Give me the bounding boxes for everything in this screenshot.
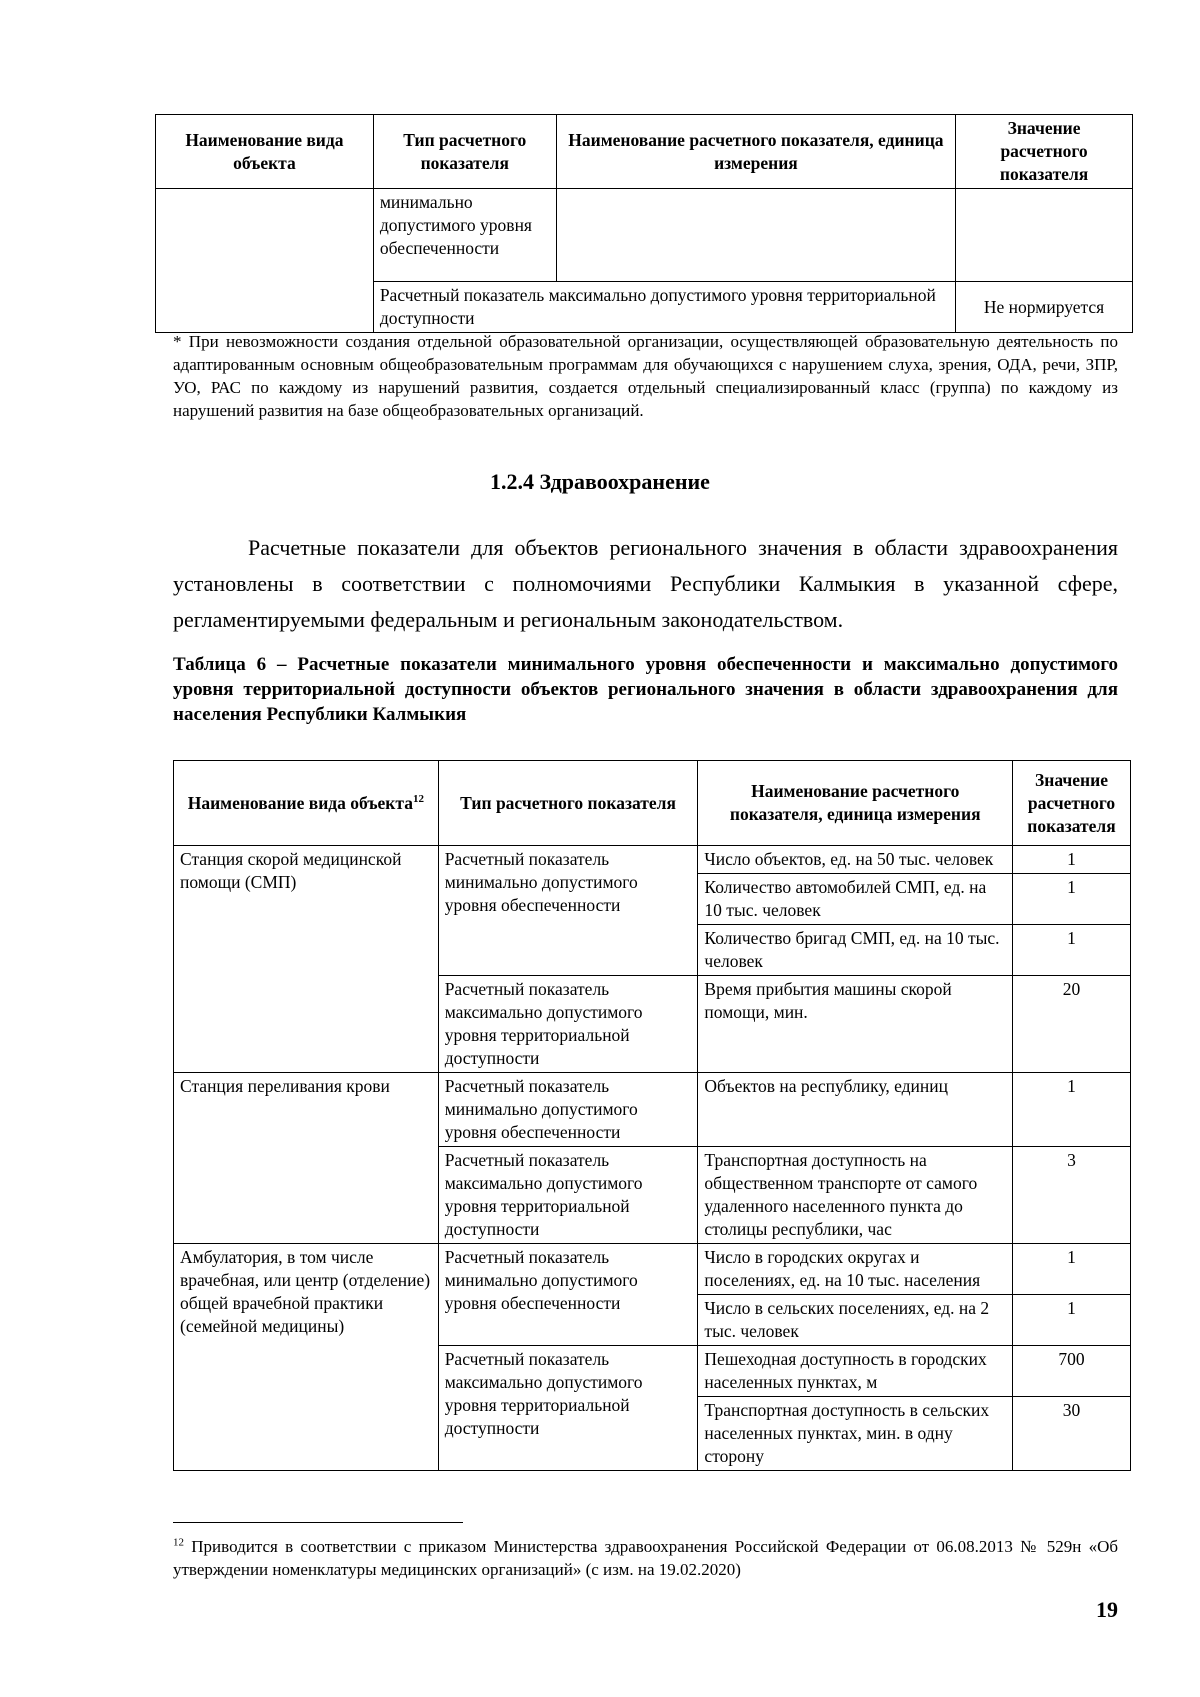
table-header-row xyxy=(156,115,1133,189)
table-cell: минимально допустимого уровня обеспеченности xyxy=(373,189,556,282)
page-number: 19 xyxy=(1096,1597,1118,1622)
indicator-cell: Транспортная доступность на общественном транспорте от самого удаленного населенного пункта до столицы республики, час xyxy=(698,1147,1013,1244)
header-indicator: Наименование расчетного показателя, единица измерения xyxy=(556,115,955,189)
section-paragraph: Расчетные показатели для объектов регионального значения в области здравоохранения установлены в соответствии с полномочиями Республики Калмыкия в указанной сфере, регламентируемыми федеральным и региональным законодательством. xyxy=(173,535,1118,632)
indicator-cell: Число в городских округах и поселениях, ед. на 10 тыс. населения xyxy=(698,1244,1013,1295)
value-cell: 30 xyxy=(1013,1397,1131,1471)
type-cell: Расчетный показатель минимально допустимого уровня обеспеченности xyxy=(438,846,698,976)
type-cell: Расчетный показатель минимально допустимого уровня обеспеченности xyxy=(438,1073,698,1147)
table-row xyxy=(174,1244,1131,1295)
header-type: Тип расчетного показателя xyxy=(438,761,698,846)
table-cell xyxy=(956,189,1133,282)
table-cell xyxy=(156,189,374,333)
value-cell: 1 xyxy=(1013,1244,1131,1295)
header-value: Значение расчетного показателя xyxy=(1013,761,1131,846)
indicator-cell: Число в сельских поселениях, ед. на 2 тыс. человек xyxy=(698,1295,1013,1346)
table-row xyxy=(174,846,1131,874)
indicator-cell: Пешеходная доступность в городских населенных пунктах, м xyxy=(698,1346,1013,1397)
continued-table xyxy=(155,114,1133,333)
value-cell: 1 xyxy=(1013,1073,1131,1147)
value-cell: 20 xyxy=(1013,976,1131,1073)
type-cell: Расчетный показатель максимально допустимого уровня территориальной доступности xyxy=(438,976,698,1073)
header-value: Значение расчетного показателя xyxy=(956,115,1133,189)
indicator-cell: Транспортная доступность в сельских населенных пунктах, мин. в одну сторону xyxy=(698,1397,1013,1471)
object-cell: Станция скорой медицинской помощи (СМП) xyxy=(174,846,439,1073)
table-row xyxy=(174,1073,1131,1147)
table-cell: Расчетный показатель максимально допустимого уровня территориальной доступности xyxy=(373,282,955,333)
header-type: Тип расчетного показателя xyxy=(373,115,556,189)
section-title: 1.2.4 Здравоохранение xyxy=(490,469,710,494)
type-cell: Расчетный показатель максимально допустимого уровня территориальной доступности xyxy=(438,1346,698,1471)
header-object xyxy=(174,761,439,846)
header-object: Наименование вида объекта xyxy=(156,115,374,189)
indicator-cell: Количество бригад СМП, ед. на 10 тыс. человек xyxy=(698,925,1013,976)
indicator-cell: Время прибытия машины скорой помощи, мин. xyxy=(698,976,1013,1073)
table-cell: Не нормируется xyxy=(956,282,1133,333)
value-cell: 1 xyxy=(1013,925,1131,976)
table-header-row xyxy=(174,761,1131,846)
footnote xyxy=(173,1535,1118,1581)
value-cell: 1 xyxy=(1013,874,1131,925)
value-cell: 1 xyxy=(1013,846,1131,874)
object-cell: Амбулатория, в том числе врачебная, или центр (отделение) общей врачебной практики (семейной медицины) xyxy=(174,1244,439,1471)
header-object-label: Наименование вида объекта xyxy=(187,792,413,813)
table-caption: Таблица 6 – Расчетные показатели минимального уровня обеспеченности и максимально допустимого уровня территориальной доступности объектов регионального значения в области здравоохранения для населения Республики Калмыкия xyxy=(173,654,1118,725)
footnote-divider xyxy=(173,1522,463,1523)
value-cell: 1 xyxy=(1013,1295,1131,1346)
value-cell: 3 xyxy=(1013,1147,1131,1244)
type-cell: Расчетный показатель максимально допустимого уровня территориальной доступности xyxy=(438,1147,698,1244)
indicator-cell: Число объектов, ед. на 50 тыс. человек xyxy=(698,846,1013,874)
healthcare-table xyxy=(173,760,1131,1471)
footnote-number: 12 xyxy=(173,1536,184,1549)
indicator-cell: Количество автомобилей СМП, ед. на 10 тыс. человек xyxy=(698,874,1013,925)
object-cell: Станция переливания крови xyxy=(174,1073,439,1244)
indicator-cell: Объектов на республику, единиц xyxy=(698,1073,1013,1147)
footnote-text: Приводится в соответствии с приказом Министерства здравоохранения Российской Федерации от 06.08.2013 № 529н «Об утверждении номенклатуры медицинских организаций» (с изм. на 19.02.2020) xyxy=(173,1537,1118,1579)
table-note: * При невозможности создания отдельной образовательной организации, осуществляющей образовательную деятельность по адаптированным основным общеобразовательным программам для обучающихся с нарушением слуха, зрения, ОДА, речи, ЗПР, УО, РАС по каждому из нарушений развития, создается отдельный специализированный класс (группа) по каждому из нарушений развития на базе общеобразовательных организаций. xyxy=(173,332,1118,420)
type-cell: Расчетный показатель минимально допустимого уровня обеспеченности xyxy=(438,1244,698,1346)
header-indicator: Наименование расчетного показателя, единица измерения xyxy=(698,761,1013,846)
table-cell xyxy=(556,189,955,282)
value-cell: 700 xyxy=(1013,1346,1131,1397)
table-row xyxy=(156,189,1133,282)
footnote-ref: 12 xyxy=(412,792,424,805)
